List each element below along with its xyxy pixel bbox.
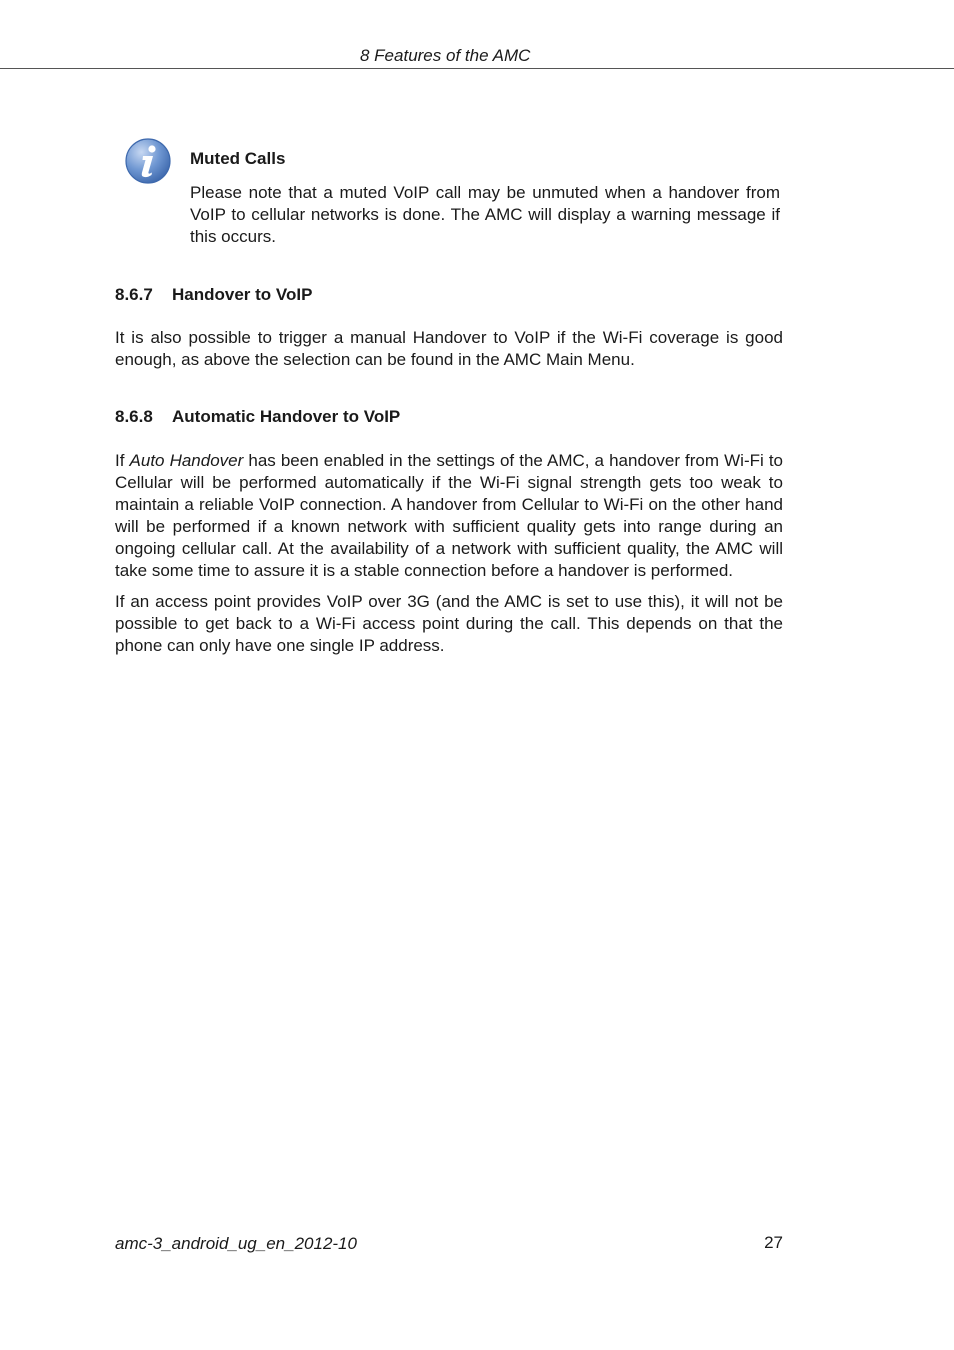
paragraph: It is also possible to trigger a manual Handover to VoIP if the Wi-Fi coverage is good enough, as above the selection can be found in the AMC Main Menu. — [115, 328, 783, 369]
section-8-6-7-body — [115, 327, 783, 371]
section-heading — [115, 284, 783, 306]
paragraph — [115, 450, 783, 582]
footer-page-number: 27 — [764, 1233, 783, 1252]
info-icon — [125, 138, 171, 184]
footer-doc-id: amc-3_android_ug_en_2012-10 — [115, 1234, 357, 1253]
section-title: Automatic Handover to VoIP — [172, 407, 401, 426]
auto-handover-term: Auto Handover — [129, 451, 244, 470]
paragraph-suffix: has been enabled in the settings of the AMC, a handover from Wi-Fi to Cellular will be performed automatically if the Wi-Fi signal strength gets too weak to maintain a reliable VoIP connection. A handover from Cellular to Wi-Fi on the other hand will be performed if a known network with sufficient quality gets into range during an ongoing cellular call. At the availability of a network with sufficient quality, the AMC will take some time to assure it is a stable connection before a handover is performed. — [115, 451, 784, 580]
running-header-title: 8 Features of the AMC — [360, 46, 531, 65]
section-8-6-7 — [115, 284, 783, 306]
section-heading — [115, 406, 783, 428]
paragraph: If an access point provides VoIP over 3G (and the AMC is set to use this), it will not be possible to get back to a Wi-Fi access point during the call. This depends on that the phone can only have one single IP address. — [115, 592, 783, 655]
section-title: Handover to VoIP — [172, 285, 313, 304]
section-8-6-8-body-2 — [115, 591, 783, 657]
paragraph-prefix: If — [115, 451, 130, 470]
running-header — [0, 46, 954, 69]
section-8-6-8 — [115, 406, 783, 428]
section-number: 8.6.8 — [115, 407, 153, 426]
note-title: Muted Calls — [190, 149, 286, 168]
section-8-6-8-body-1 — [115, 450, 783, 582]
note-body: Please note that a muted VoIP call may be unmuted when a handover from VoIP to cellular networks is done. The AMC will display a warning message if this occurs. — [190, 183, 780, 246]
section-number: 8.6.7 — [115, 285, 153, 304]
